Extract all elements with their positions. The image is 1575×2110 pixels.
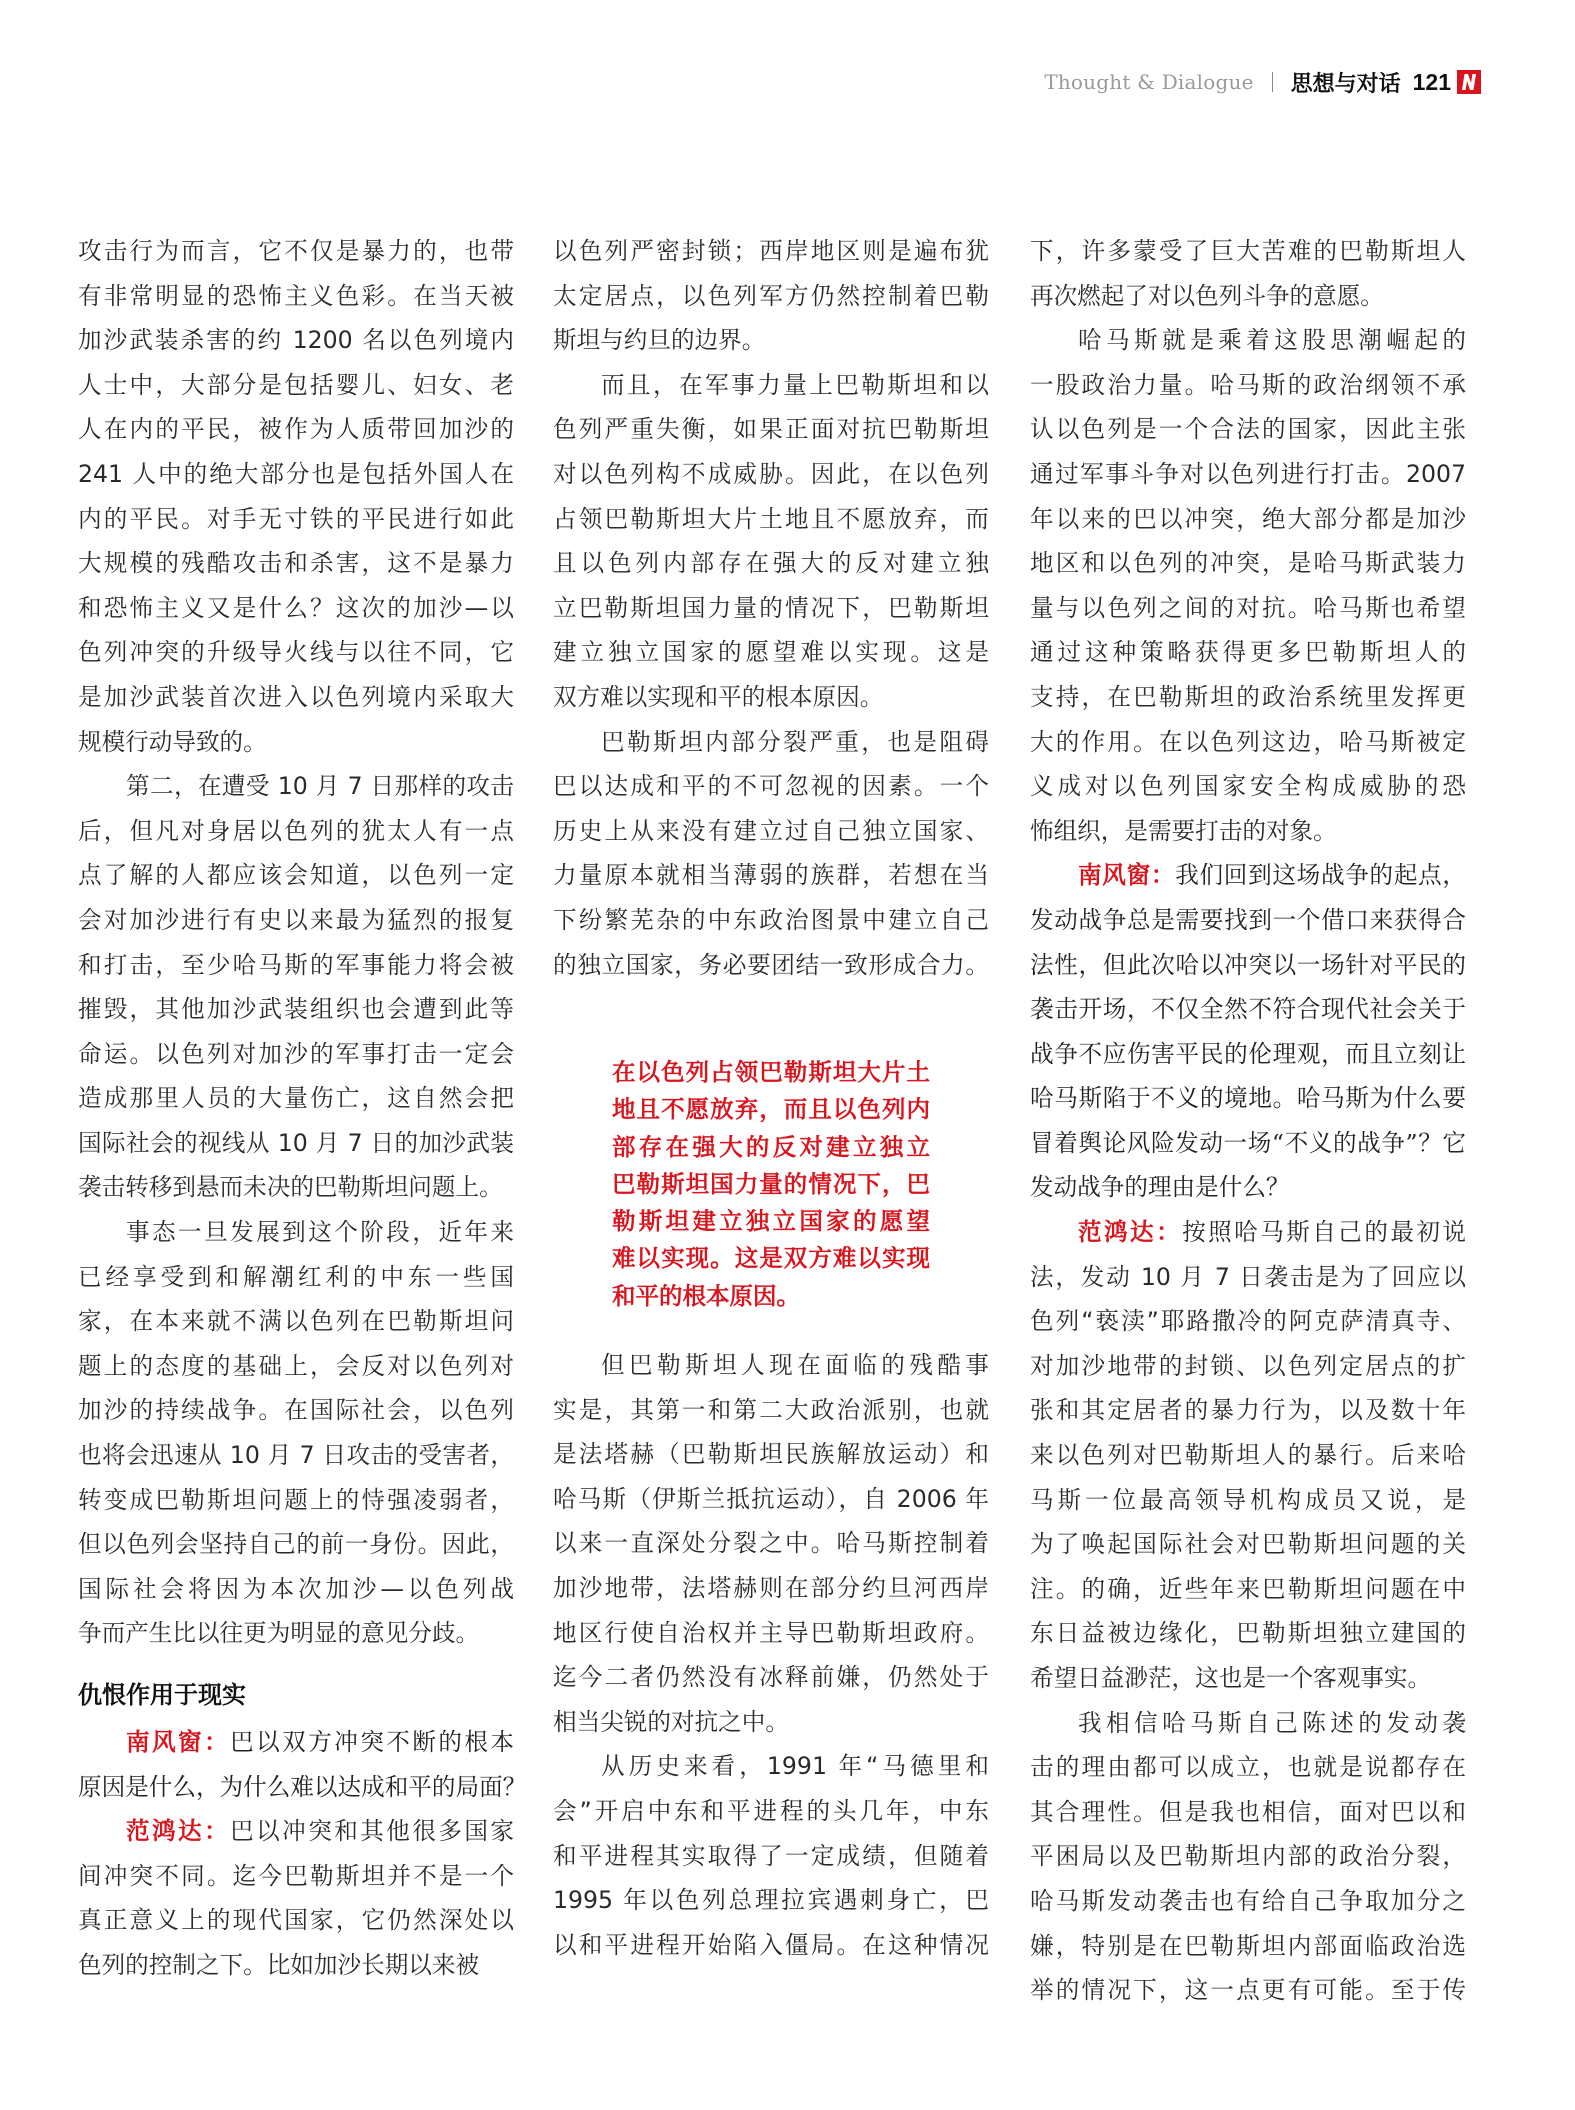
column-left (78, 229, 527, 1988)
text-line: 嫌，特别是在巴勒斯坦内部面临政治选 (1030, 1931, 1466, 1960)
text-line: 已经享受到和解潮红利的中东一些国 (78, 1262, 514, 1291)
text-line: 其合理性。但是我也相信，面对巴以和 (1030, 1797, 1466, 1826)
text-line: 认以色列是一个合法的国家，因此主张 (1030, 415, 1466, 444)
paragraph (1030, 229, 1466, 318)
text-line: 量与以色列之间的对抗。哈马斯也希望 (1030, 593, 1466, 622)
text-line: 转变成巴勒斯坦问题上的恃强凌弱者， (78, 1485, 514, 1514)
answer-lines (78, 1854, 514, 1988)
text-line: 法，发动 10 月 7 日袭击是为了回应以 (1030, 1262, 1466, 1291)
text-line: 真正意义上的现代国家，它仍然深处以 (78, 1906, 514, 1935)
text-line: 地区行使自治权并主导巴勒斯坦政府。 (553, 1618, 989, 1647)
paragraph (78, 229, 514, 764)
section-title-cn: 思想与对话 (1290, 71, 1401, 97)
text-line: 地区和以色列的冲突，是哈马斯武装力 (1030, 549, 1466, 578)
text-line: 是加沙武装首次进入以色列境内采取大 (78, 682, 514, 711)
paragraph (553, 229, 989, 363)
text-line: 但巴勒斯坦人现在面临的残酷事 (601, 1351, 989, 1380)
text-line: 也将会迅速从 10 月 7 日攻击的受害者， (78, 1441, 514, 1470)
paragraph (1030, 1701, 1466, 2013)
text-line: 巴以达成和平的不可忽视的因素。一个 (553, 772, 989, 801)
text-line: 色列冲突的升级导火线与以往不同，它 (78, 638, 514, 667)
text-line: 色列严重失衡，如果正面对抗巴勒斯坦 (553, 415, 989, 444)
text-line: 大的作用。在以色列这边，哈马斯被定 (1030, 727, 1466, 756)
text-line: 平困局以及巴勒斯坦内部的政治分裂， (1030, 1842, 1466, 1871)
paragraph (553, 1343, 989, 1744)
text-line: 事态一旦发展到这个阶段，近年来 (126, 1218, 514, 1247)
paragraph (553, 1744, 989, 1967)
speaker-label: 范鸿达： (126, 1817, 231, 1846)
text-line: 冒着舆论风险发动一场“不义的战争”？它 (1030, 1128, 1466, 1157)
text-line: 大规模的残酷攻击和杀害，这不是暴力 (78, 549, 514, 578)
text-line: 和恐怖主义又是什么？这次的加沙—以 (78, 593, 514, 622)
text-line: 国际社会的视线从 10 月 7 日的加沙武装 (78, 1128, 514, 1157)
text-line: 是法塔赫（巴勒斯坦民族解放运动）和 (553, 1440, 989, 1469)
text-line: 占领巴勒斯坦大片土地且不愿放弃，而 (553, 504, 989, 533)
text-line: 以色列严密封锁；西岸地区则是遍布犹 (553, 237, 989, 265)
text-line: 马斯一位最高领导机构成员又说，是 (1030, 1485, 1466, 1514)
paragraph (78, 1210, 514, 1656)
text-line: 内的平民。对手无寸铁的平民进行如此 (78, 504, 514, 533)
text-line: 争而产生比以往更为明显的意见分歧。 (78, 1619, 480, 1648)
pull-quote-line: 在以色列占领巴勒斯坦大片土 (612, 1058, 930, 1086)
pull-quote-line: 巴勒斯坦国力量的情况下，巴 (612, 1169, 930, 1198)
text-line: 241 人中的绝大部分也是包括外国人在 (78, 459, 514, 488)
text-line: 攻击行为而言，它不仅是暴力的，也带 (78, 237, 514, 265)
text-line: 点了解的人都应该会知道，以色列一定 (78, 861, 514, 890)
paragraph (78, 764, 514, 1210)
text-line: 会”开启中东和平进程的头几年，中东 (553, 1797, 989, 1826)
text-line: 下，许多蒙受了巨大苦难的巴勒斯坦人 (1030, 237, 1466, 265)
text-line: 实是，其第一和第二大政治派别，也就 (553, 1395, 989, 1424)
text-line: 年以来的巴以冲突，绝大部分都是加沙 (1030, 504, 1466, 533)
answer-lines (1030, 1255, 1466, 1701)
speaker-label: 南风窗： (1078, 861, 1176, 890)
text-line: 第二，在遭受 10 月 7 日那样的攻击 (126, 772, 514, 801)
text-line: 题上的态度的基础上，会反对以色列对 (78, 1351, 514, 1380)
text-line: 法性，但此次哈以冲突以一场针对平民的 (1030, 950, 1466, 979)
text-line: 加沙的持续战争。在国际社会，以色列 (78, 1396, 514, 1425)
pull-quote-line: 部存在强大的反对建立独立 (612, 1132, 930, 1161)
text-line: 人士中，大部分是包括婴儿、妇女、老 (78, 370, 514, 399)
paragraph (1030, 318, 1466, 853)
text-line: 哈马斯就是乘着这股思潮崛起的 (1078, 326, 1466, 355)
interview-question (78, 1720, 527, 1809)
text-line: 希望日益渺茫，这也是一个客观事实。 (1030, 1664, 1432, 1692)
pull-quote-line: 地且不愿放弃，而且以色列内 (612, 1095, 930, 1124)
text-line: 袭击开场，不仅全然不符合现代社会关于 (1030, 995, 1466, 1024)
text-line: 色列“亵渎”耶路撒冷的阿克萨清真寺、 (1030, 1307, 1466, 1336)
page-number: 121 (1412, 68, 1451, 95)
text-line: 但以色列会坚持自己的前一身份。因此， (78, 1530, 514, 1559)
text-line: 袭击转移到悬而未决的巴勒斯坦问题上。 (78, 1173, 503, 1202)
answer-text: 巴以冲突和其他很多国家 (230, 1817, 515, 1846)
text-line: 力量原本就相当薄弱的族群，若想在当 (553, 861, 989, 890)
question-lines (1030, 898, 1466, 1210)
interview-question (1030, 853, 1466, 1210)
text-line: 来以色列对巴勒斯坦人的暴行。后来哈 (1030, 1441, 1466, 1470)
text-line: 对加沙地带的封锁、以色列定居点的扩 (1030, 1351, 1466, 1380)
text-line: 规模行动导致的。 (78, 727, 267, 756)
header-divider (1272, 72, 1273, 92)
text-line: 一股政治力量。哈马斯的政治纲领不承 (1030, 370, 1466, 399)
pull-quote-line: 和平的根本原因。 (612, 1281, 800, 1310)
section-heading: 仇恨作用于现实 (78, 1681, 246, 1709)
text-line: 发动战争的理由是什么？ (1030, 1173, 1290, 1202)
text-line: 色列的控制之下。比如加沙长期以来被 (78, 1950, 480, 1979)
text-line: 斯坦与约旦的边界。 (553, 326, 766, 355)
pull-quote-line: 勒斯坦建立独立国家的愿望 (612, 1207, 930, 1236)
section-title-en: Thought & Dialogue (1044, 70, 1254, 94)
text-line: 立巴勒斯坦国力量的情况下，巴勒斯坦 (553, 593, 989, 622)
pull-quote (612, 1054, 930, 1315)
text-line: 间冲突不同。迄今巴勒斯坦并不是一个 (78, 1861, 514, 1890)
text-line: 下纷繁芜杂的中东政治图景中建立自己 (553, 905, 989, 934)
text-line: 加沙武装杀害的约 1200 名以色列境内 (78, 326, 514, 355)
paragraph (553, 363, 989, 720)
answer-text: 按照哈马斯自己的最初说 (1182, 1218, 1467, 1247)
text-line: 双方难以实现和平的根本原因。 (553, 682, 884, 711)
pull-quote-line: 难以实现。这是双方难以实现 (612, 1244, 930, 1273)
text-line: 战争不应伤害平民的伦理观，而且立刻让 (1030, 1039, 1466, 1068)
text-line: 和打击，至少哈马斯的军事能力将会被 (78, 950, 514, 979)
speaker-label: 南风窗： (126, 1728, 231, 1756)
text-line: 以来一直深处分裂之中。哈马斯控制着 (553, 1529, 989, 1558)
column-right (1030, 229, 1466, 2013)
text-line: 1995 年以色列总理拉宾遇刺身亡，巴 (553, 1886, 989, 1915)
text-line: 为了唤起国际社会对巴勒斯坦问题的关 (1030, 1530, 1466, 1559)
text-line: 发动战争总是需要找到一个借口来获得合 (1030, 905, 1466, 934)
text-line: 击的理由都可以成立，也就是说都存在 (1030, 1753, 1466, 1782)
text-line: 有非常明显的恐怖主义色彩。在当天被 (78, 281, 514, 310)
magazine-logo-n-icon (1457, 70, 1481, 94)
interview-answer (78, 1809, 514, 1987)
text-line: 对以色列构不成威胁。因此，在以色列 (553, 459, 989, 488)
text-line: 通过军事斗争对以色列进行打击。2007 (1030, 459, 1466, 488)
text-line: 再次燃起了对以色列斗争的意愿。 (1030, 281, 1384, 310)
text-line: 哈马斯（伊斯兰抵抗运动），自 2006 年 (553, 1484, 989, 1513)
text-line: 命运。以色列对加沙的军事打击一定会 (78, 1039, 514, 1068)
text-line: 支持，在巴勒斯坦的政治系统里发挥更 (1030, 682, 1466, 711)
text-line: 怖组织，是需要打击的对象。 (1030, 816, 1337, 845)
text-line: 历史上从来没有建立过自己独立国家、 (553, 816, 989, 845)
question-text: 原因是什么，为什么难以达成和平的局面？ (78, 1772, 527, 1801)
text-line: 加沙地带，法塔赫则在部分约旦河西岸 (553, 1574, 989, 1603)
interview-answer (1030, 1210, 1466, 1701)
speaker-label: 范鸿达： (1078, 1218, 1183, 1247)
text-line: 义成对以色列国家安全构成威胁的恐 (1030, 772, 1466, 801)
text-line: 通过这种策略获得更多巴勒斯坦人的 (1030, 638, 1466, 667)
text-line: 会对加沙进行有史以来最为猛烈的报复 (78, 905, 514, 934)
text-line: 建立独立国家的愿望难以实现。这是 (553, 638, 989, 667)
text-line: 哈马斯陷于不义的境地。哈马斯为什么要 (1030, 1084, 1466, 1113)
text-line: 的独立国家，务必要团结一致形成合力。 (553, 950, 989, 979)
text-line: 摧毁，其他加沙武装组织也会遭到此等 (78, 995, 514, 1024)
text-line: 张和其定居者的暴力行为，以及数十年 (1030, 1396, 1466, 1425)
text-line: 东日益被边缘化，巴勒斯坦独立建国的 (1030, 1619, 1466, 1648)
text-line: 和平进程其实取得了一定成绩，但随着 (553, 1841, 989, 1870)
text-line: 家，在本来就不满以色列在巴勒斯坦问 (78, 1307, 514, 1336)
text-line: 迄今二者仍然没有冰释前嫌，仍然处于 (553, 1663, 989, 1692)
text-line: 且以色列内部存在强大的反对建立独 (553, 549, 989, 578)
text-line: 造成那里人员的大量伤亡，这自然会把 (78, 1084, 514, 1113)
text-line: 我相信哈马斯自己陈述的发动袭 (1078, 1708, 1466, 1737)
paragraph (553, 720, 989, 988)
question-text: 我们回到这场战争的起点， (1175, 861, 1467, 890)
text-line: 人在内的平民，被作为人质带回加沙的 (78, 415, 514, 444)
text-line: 后，但凡对身居以色列的犹太人有一点 (78, 816, 514, 845)
question-text: 巴以双方冲突不断的根本 (230, 1728, 515, 1756)
text-line: 相当尖锐的对抗之中。 (553, 1707, 789, 1736)
running-header (1044, 66, 1481, 98)
text-line: 举的情况下，这一点更有可能。至于传 (1030, 1976, 1466, 2005)
text-line: 注。的确，近些年来巴勒斯坦问题在中 (1030, 1574, 1466, 1603)
text-line: 以和平进程开始陷入僵局。在这种情况 (553, 1930, 989, 1959)
text-line: 哈马斯发动袭击也有给自己争取加分之 (1030, 1886, 1466, 1915)
text-line: 国际社会将因为本次加沙—以色列战 (78, 1574, 514, 1603)
text-line: 从历史来看，1991 年“马德里和 (601, 1752, 989, 1781)
text-line: 巴勒斯坦内部分裂严重，也是阻碍 (601, 727, 989, 756)
text-line: 太定居点，以色列军方仍然控制着巴勒 (553, 281, 989, 310)
text-line: 而且，在军事力量上巴勒斯坦和以 (601, 370, 989, 399)
